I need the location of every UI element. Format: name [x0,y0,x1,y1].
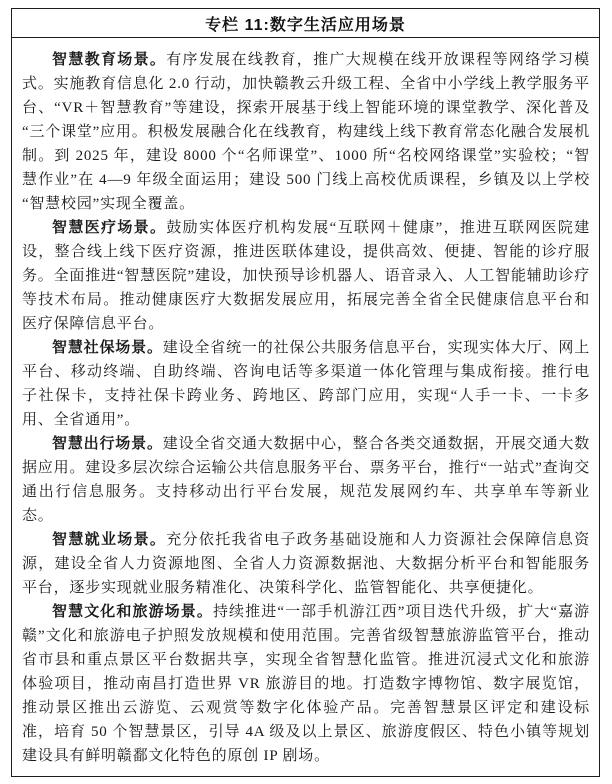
callout-box [11,8,600,777]
paragraph-text-smart-employment: 充分依托我省电子政务基础设施和人力资源社会保障信息资源，建设全省人力资源地图、全省人力资源数据池、大数据分析平台和智能服务平台，逐步实现就业服务精准化、决策科学化、监管智能化、共享便捷化。 [22,532,590,596]
paragraph-text-smart-mobility: 建设全省交通大数据中心，整合各类交通数据，开展交通大数据应用。建设多层次综合运输公共信息服务平台、票务平台，推行“一站式”查询交通出行信息服务。支持移动出行平台发展，规范发展网约车、共享单车等新业态。 [22,436,590,524]
paragraph-smart-education [22,48,590,216]
paragraph-smart-culture-tourism [22,600,590,768]
paragraph-text-smart-social-security: 建设全省统一的社保公共服务信息平台，实现实体大厅、网上平台、移动终端、自助终端、咨询电话等多渠道一体化管理与集成衔接。推行电子社保卡，支持社保卡跨业务、跨地区、跨部门应用，实现“人手一卡、一卡多用、全省通用”。 [22,340,590,428]
paragraph-text-smart-healthcare: 鼓励实体医疗机构发展“互联网＋健康”，推进互联网医院建设，整合线上线下医疗资源，推进医联体建设，提供高效、便捷、智能的诊疗服务。全面推进“智慧医院”建设，加快预导诊机器人、语音录入、人工智能辅助诊疗等技术布局。推动健康医疗大数据发展应用，拓展完善全省全民健康信息平台和医疗保障信息平台。 [22,220,590,332]
paragraph-text-smart-education: 有序发展在线教育，推广大规模在线开放课程等网络学习模式。实施教育信息化 2.0 行动，加快赣教云升级工程、全省中小学线上教学服务平台、“VR＋智慧教育”等建设，探索开展基于线上智能环境的课堂教学、深化普及“三个课堂”应用。积极发展融合化在线教育，构建线上线下教育常态化融合发展机制。到 2025 年，建设 8000 个“名师课堂”、1000 所“名校网络课堂”实验校；“智慧作业”在 4—9 年级全面运用；建设 500 门线上高校优质课程，乡镇及以上学校“智慧校园”实现全覆盖。 [22,52,590,212]
paragraph-smart-mobility [22,432,590,528]
paragraph-text-smart-culture-tourism: 持续推进“一部手机游江西”项目迭代升级，扩大“嘉游赣”文化和旅游电子护照发放规模和使用范围。完善省级智慧旅游监管平台，推动省市县和重点景区平台数据共享，实现全省智慧化监管。推进沉浸式文化和旅游体验项目，推动南昌打造世界 VR 旅游目的地。打造数字博物馆、数字展览馆，推动景区推出云游览、云观赏等数字化体验产品。完善智慧景区评定和建设标准，培育 50 个智慧景区，引导 4A 级及以上景区、旅游度假区、特色小镇等规划建设具有鲜明赣鄱文化特色的原创 IP 剧场。 [22,604,590,764]
callout-body [12,38,599,768]
paragraph-smart-employment [22,528,590,600]
paragraph-lead-smart-healthcare: 智慧医疗场景。 [52,220,167,236]
callout-title: 专栏 11:数字生活应用场景 [205,16,406,34]
paragraph-lead-smart-social-security: 智慧社保场景。 [52,340,163,356]
paragraph-lead-smart-culture-tourism: 智慧文化和旅游场景。 [52,604,213,620]
paragraph-lead-smart-education: 智慧教育场景。 [52,52,167,68]
paragraph-smart-healthcare [22,216,590,336]
paragraph-lead-smart-mobility: 智慧出行场景。 [52,436,163,452]
callout-header [12,9,599,38]
paragraph-smart-social-security [22,336,590,432]
paragraph-lead-smart-employment: 智慧就业场景。 [52,532,167,548]
